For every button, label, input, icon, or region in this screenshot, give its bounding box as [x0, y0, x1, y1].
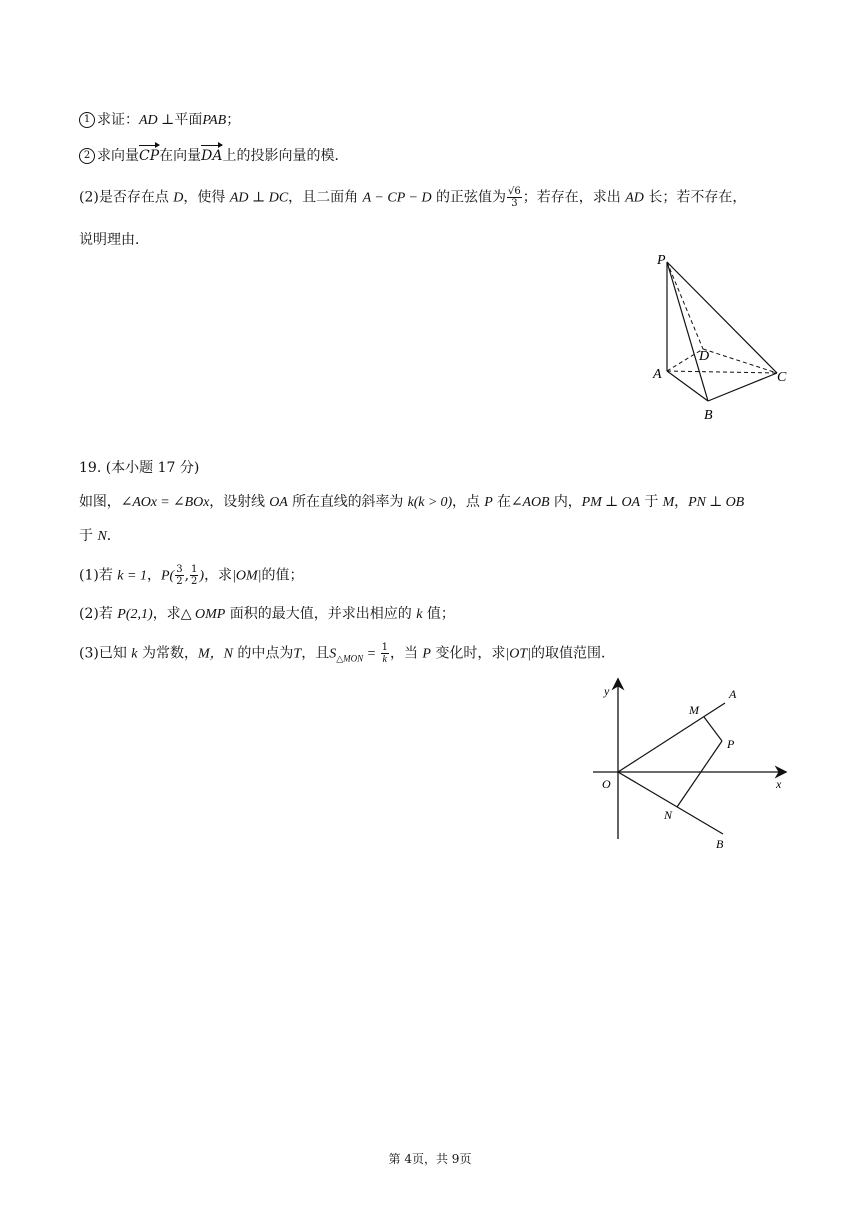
math: k — [131, 646, 138, 662]
fraction — [507, 186, 522, 209]
label-d: D — [699, 349, 710, 364]
math: T — [293, 646, 302, 662]
label-p: P — [727, 737, 735, 751]
label-a: A — [729, 687, 737, 701]
math: ∠AOB — [510, 495, 550, 510]
circled-number-2: 2 — [79, 148, 95, 164]
text: ； — [226, 112, 241, 128]
q18-subpart-1 — [79, 110, 240, 131]
text: 变化时，求 — [435, 645, 506, 662]
math: P(2,1) — [117, 607, 153, 622]
math: = — [363, 646, 380, 662]
label-y: y — [604, 684, 610, 698]
label-b: B — [704, 408, 713, 423]
vector-da: DA — [201, 148, 223, 164]
fraction-numerator: 1 — [381, 642, 388, 653]
fraction-numerator: 3 — [176, 564, 183, 575]
fraction — [190, 564, 198, 587]
label-x: x — [776, 777, 782, 791]
fraction-numerator: 1 — [191, 564, 198, 575]
pyramid-figure — [640, 248, 800, 424]
text: 的取值范围． — [531, 645, 616, 662]
math: k = 1 — [117, 568, 147, 584]
math: D — [173, 190, 184, 206]
text: (2)若 — [79, 606, 113, 622]
q19-stem-line-2 — [79, 526, 121, 547]
q19-part-2 — [79, 604, 455, 625]
text: ，当 — [389, 645, 418, 662]
text: 为常数， — [141, 645, 198, 662]
math: PAB — [202, 113, 227, 128]
label-b: B — [716, 837, 724, 851]
fraction-denominator: 2 — [191, 576, 198, 587]
math: AD — [625, 190, 644, 206]
text: 在向量 — [159, 148, 202, 164]
q19-stem — [79, 492, 744, 513]
text: 求向量 — [97, 148, 139, 164]
label-c: C — [777, 370, 787, 385]
coordinate-figure — [585, 672, 795, 852]
q19-header: 19. (本小题 17 分) — [79, 460, 200, 476]
text: 求证： — [97, 112, 139, 128]
text: (1)若 — [79, 567, 113, 584]
text: 内， — [553, 494, 582, 510]
label-o: O — [602, 777, 611, 791]
text: 上的投影向量的模． — [222, 148, 349, 164]
q19-part-3 — [79, 642, 615, 668]
q18-part-2 — [79, 186, 746, 209]
text: 如图， — [79, 494, 121, 510]
math: A − CP − D — [362, 190, 432, 206]
text: 长；若不存在， — [648, 189, 747, 206]
math: ) — [199, 568, 205, 584]
text: ；若存在，求出 — [522, 189, 621, 206]
text: ，设射线 — [209, 494, 265, 510]
text: 于 — [644, 494, 659, 510]
math: △ OMP — [180, 607, 226, 622]
math: PN ⊥ OB — [688, 495, 745, 510]
label-n: N — [664, 808, 673, 822]
math: P — [422, 646, 431, 662]
text: 于 — [79, 528, 93, 544]
math: P — [484, 495, 493, 510]
math: OA — [269, 495, 288, 510]
math: AD ⊥ DC — [229, 190, 289, 206]
label-p: P — [657, 253, 666, 268]
math: |OM| — [232, 568, 262, 584]
text: ，且 — [301, 645, 330, 662]
math: M，N — [197, 646, 233, 662]
fraction-numerator: √6 — [508, 186, 521, 197]
label-a: A — [653, 367, 662, 382]
text: (3)已知 — [79, 645, 127, 662]
text: 的中点为 — [237, 645, 294, 662]
math: N — [97, 529, 107, 544]
text: ． — [106, 528, 121, 544]
text: , — [184, 567, 190, 584]
text: 面积的最大值，并求出相应的 — [229, 606, 412, 622]
math: |OT| — [505, 646, 532, 662]
math: S — [329, 646, 337, 662]
text: ，点 — [452, 494, 480, 510]
fraction-denominator: 3 — [511, 198, 518, 209]
fraction-denominator: 2 — [176, 576, 183, 587]
text: ， — [674, 494, 689, 510]
math: k(k > 0) — [407, 495, 453, 510]
math: k — [416, 607, 423, 622]
text: ，使得 — [183, 189, 226, 206]
math: AD ⊥ — [139, 113, 175, 128]
fraction-denominator: k — [382, 654, 387, 665]
math-subscript: △MON — [336, 653, 364, 664]
text: ，求 — [152, 606, 181, 622]
text: 值； — [426, 606, 455, 622]
math: PM ⊥ OA — [581, 495, 640, 510]
text: ， — [146, 567, 161, 584]
text: ，且二面角 — [288, 189, 359, 206]
text: 在 — [497, 494, 511, 510]
q18-subpart-2 — [79, 146, 348, 166]
text: ，求 — [204, 567, 233, 584]
page-footer: 第 4页，共 9页 — [388, 1152, 472, 1166]
q19-part-1 — [79, 564, 304, 587]
text: 的值； — [261, 567, 304, 584]
vector-cp: CP — [139, 148, 160, 164]
q18-part-2-line-2: 说明理由． — [79, 232, 149, 248]
math: P( — [160, 568, 175, 584]
text: 所在直线的斜率为 — [292, 494, 404, 510]
text: (2)是否存在点 — [79, 189, 169, 206]
math: M — [662, 495, 675, 510]
fraction — [175, 564, 183, 587]
math: ∠AOx = ∠BOx — [120, 495, 210, 510]
label-m: M — [689, 703, 699, 717]
circled-number-1: 1 — [79, 112, 95, 128]
text: 的正弦值为 — [436, 189, 507, 206]
fraction — [381, 642, 389, 665]
text: 平面 — [174, 112, 203, 128]
